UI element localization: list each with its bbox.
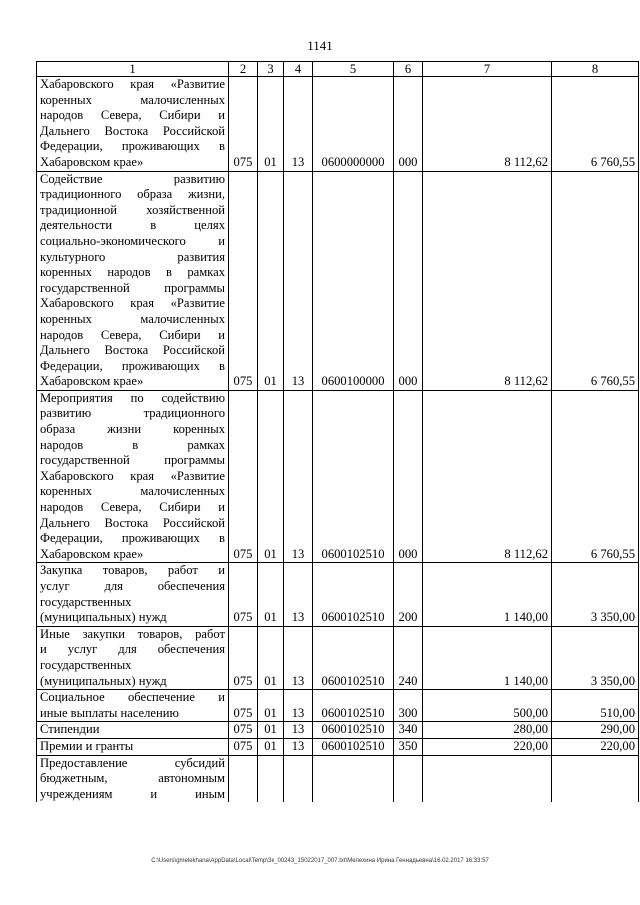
description-line: Хабаровского края «Развитие	[40, 296, 225, 311]
description-line: Федерации, проживающих в	[40, 139, 225, 154]
description-line: народов Севера, Сибири и	[40, 108, 225, 123]
description-line: народов Севера, Сибири и	[40, 327, 225, 342]
description-line: Хабаровского края «Развитие	[40, 77, 225, 91]
ministry-code: 075	[229, 722, 258, 739]
subsection-code: 13	[284, 626, 313, 689]
description-line: государственной программы	[40, 280, 225, 295]
item-description	[37, 738, 229, 755]
item-description	[37, 626, 229, 689]
expense-type-code: 340	[394, 722, 423, 739]
description-line: государственных	[40, 657, 132, 672]
subsection-code: 13	[284, 563, 313, 626]
target-article-code: 0600100000	[313, 171, 394, 390]
ministry-code: 075	[229, 77, 258, 172]
expense-type-code: 200	[394, 563, 423, 626]
table-row	[37, 390, 639, 563]
description-line: коренных малочисленных	[40, 484, 225, 499]
target-article-code: 0600102510	[313, 626, 394, 689]
amount-year-1: 280,00	[423, 722, 552, 739]
ministry-code: 075	[229, 626, 258, 689]
section-code: 01	[258, 390, 284, 563]
header-cell-5: 5	[313, 62, 394, 77]
section-code	[258, 755, 284, 802]
description-line: коренных малочисленных	[40, 311, 225, 326]
expense-type-code: 000	[394, 171, 423, 390]
description-line: народов в рамках	[40, 437, 225, 452]
subsection-code: 13	[284, 171, 313, 390]
description-line: коренных малочисленных	[40, 92, 225, 107]
description-line: Иные закупки товаров, работ	[40, 626, 225, 641]
item-description	[37, 722, 229, 739]
amount-year-2: 6 760,55	[552, 77, 639, 172]
header-cell-4: 4	[284, 62, 313, 77]
table-body	[37, 77, 639, 803]
description-line: Федерации, проживающих в	[40, 358, 225, 373]
description-line: Социальное обеспечение и	[40, 690, 225, 705]
item-description	[37, 755, 229, 802]
expense-type-code: 000	[394, 77, 423, 172]
subsection-code: 13	[284, 722, 313, 739]
description-line: услуг для обеспечения	[40, 579, 225, 593]
file-path-footer: C:\Users\gmelekhana\AppData\Local\Temp\Зк_00243_15022017_007.txt\Мелехина Ирина Геннадьевна\16.02.2017 16:33:57	[151, 858, 489, 864]
amount-year-1: 220,00	[423, 738, 552, 755]
description-line: Предоставление субсидий	[40, 755, 225, 770]
ministry-code: 075	[229, 171, 258, 390]
header-row	[37, 62, 639, 77]
amount-year-2: 3 350,00	[552, 626, 639, 689]
target-article-code: 0600102510	[313, 390, 394, 563]
ministry-code	[229, 755, 258, 802]
amount-year-2: 290,00	[552, 722, 639, 739]
description-line: Закупка товаров, работ и	[40, 563, 225, 578]
table-row	[37, 77, 639, 172]
header-cell-1: 1	[37, 62, 229, 77]
expense-type-code: 300	[394, 690, 423, 722]
description-line: Мероприятия по содействию	[40, 390, 225, 405]
target-article-code: 0600102510	[313, 722, 394, 739]
target-article-code: 0600102510	[313, 563, 394, 626]
item-description	[37, 690, 229, 722]
table-row	[37, 722, 639, 739]
amount-year-1: 1 140,00	[423, 626, 552, 689]
description-line: учреждениям и иным	[40, 786, 225, 801]
section-code: 01	[258, 722, 284, 739]
header-cell-8: 8	[552, 62, 639, 77]
description-line: Дальнего Востока Российской	[40, 515, 225, 530]
subsection-code	[284, 755, 313, 802]
description-line: государственных	[40, 594, 132, 609]
expense-type-code: 000	[394, 390, 423, 563]
amount-year-1: 8 112,62	[423, 171, 552, 390]
subsection-code: 13	[284, 390, 313, 563]
section-code: 01	[258, 77, 284, 172]
ministry-code: 075	[229, 390, 258, 563]
description-line: Хабаровском крае»	[40, 374, 144, 389]
amount-year-1	[423, 755, 552, 802]
description-line: коренных народов в рамках	[40, 265, 225, 280]
target-article-code: 0600102510	[313, 690, 394, 722]
description-line: Федерации, проживающих в	[40, 531, 225, 546]
description-line: Хабаровского края «Развитие	[40, 468, 225, 483]
table-row	[37, 690, 639, 722]
header-cell-2: 2	[229, 62, 258, 77]
table-row	[37, 171, 639, 390]
description-line: деятельности в целях	[40, 218, 225, 233]
amount-year-1: 8 112,62	[423, 77, 552, 172]
description-line: образа жизни коренных	[40, 422, 225, 437]
description-line: Дальнего Востока Российской	[40, 123, 225, 138]
ministry-code: 075	[229, 738, 258, 755]
table-row	[37, 563, 639, 626]
amount-year-2	[552, 755, 639, 802]
description-line: Хабаровском крае»	[40, 546, 144, 561]
ministry-code: 075	[229, 563, 258, 626]
amount-year-2: 3 350,00	[552, 563, 639, 626]
description-line: государственной программы	[40, 453, 225, 468]
expense-type-code	[394, 755, 423, 802]
item-description	[37, 77, 229, 172]
header-cell-3: 3	[258, 62, 284, 77]
description-line: культурного развития	[40, 249, 225, 264]
target-article-code: 0600000000	[313, 77, 394, 172]
description-line: (муниципальных) нужд	[40, 673, 167, 688]
budget-table	[36, 61, 639, 802]
description-line: Премии и гранты	[40, 738, 134, 753]
expense-type-code: 240	[394, 626, 423, 689]
section-code: 01	[258, 626, 284, 689]
description-line: Содействие развитию	[40, 171, 225, 186]
target-article-code	[313, 755, 394, 802]
table-row	[37, 755, 639, 802]
item-description	[37, 390, 229, 563]
description-line: иные выплаты населению	[40, 705, 179, 720]
description-line: традиционного образа жизни,	[40, 187, 225, 202]
target-article-code: 0600102510	[313, 738, 394, 755]
subsection-code: 13	[284, 690, 313, 722]
description-line: бюджетным, автономным	[40, 771, 225, 786]
table-header	[37, 62, 639, 77]
description-line: народов Севера, Сибири и	[40, 500, 225, 515]
page-number: 1141	[307, 38, 333, 53]
amount-year-2: 220,00	[552, 738, 639, 755]
subsection-code: 13	[284, 77, 313, 172]
section-code: 01	[258, 171, 284, 390]
item-description	[37, 563, 229, 626]
amount-year-2: 6 760,55	[552, 171, 639, 390]
description-line: развитию традиционного	[40, 406, 225, 421]
description-line: традиционной хозяйственной	[40, 202, 225, 217]
amount-year-2: 6 760,55	[552, 390, 639, 563]
amount-year-1: 8 112,62	[423, 390, 552, 563]
description-line: (муниципальных) нужд	[40, 610, 167, 625]
section-code: 01	[258, 690, 284, 722]
amount-year-2: 510,00	[552, 690, 639, 722]
amount-year-1: 1 140,00	[423, 563, 552, 626]
description-line: Дальнего Востока Российской	[40, 343, 225, 358]
amount-year-1: 500,00	[423, 690, 552, 722]
description-line: и услуг для обеспечения	[40, 642, 225, 657]
description-line: Стипендии	[40, 722, 100, 737]
table-row	[37, 626, 639, 689]
table-row	[37, 738, 639, 755]
header-cell-7: 7	[423, 62, 552, 77]
description-line: социально-экономического и	[40, 233, 225, 248]
subsection-code: 13	[284, 738, 313, 755]
item-description	[37, 171, 229, 390]
section-code: 01	[258, 563, 284, 626]
header-cell-6: 6	[394, 62, 423, 77]
ministry-code: 075	[229, 690, 258, 722]
expense-type-code: 350	[394, 738, 423, 755]
description-line: Хабаровском крае»	[40, 154, 144, 169]
section-code: 01	[258, 738, 284, 755]
